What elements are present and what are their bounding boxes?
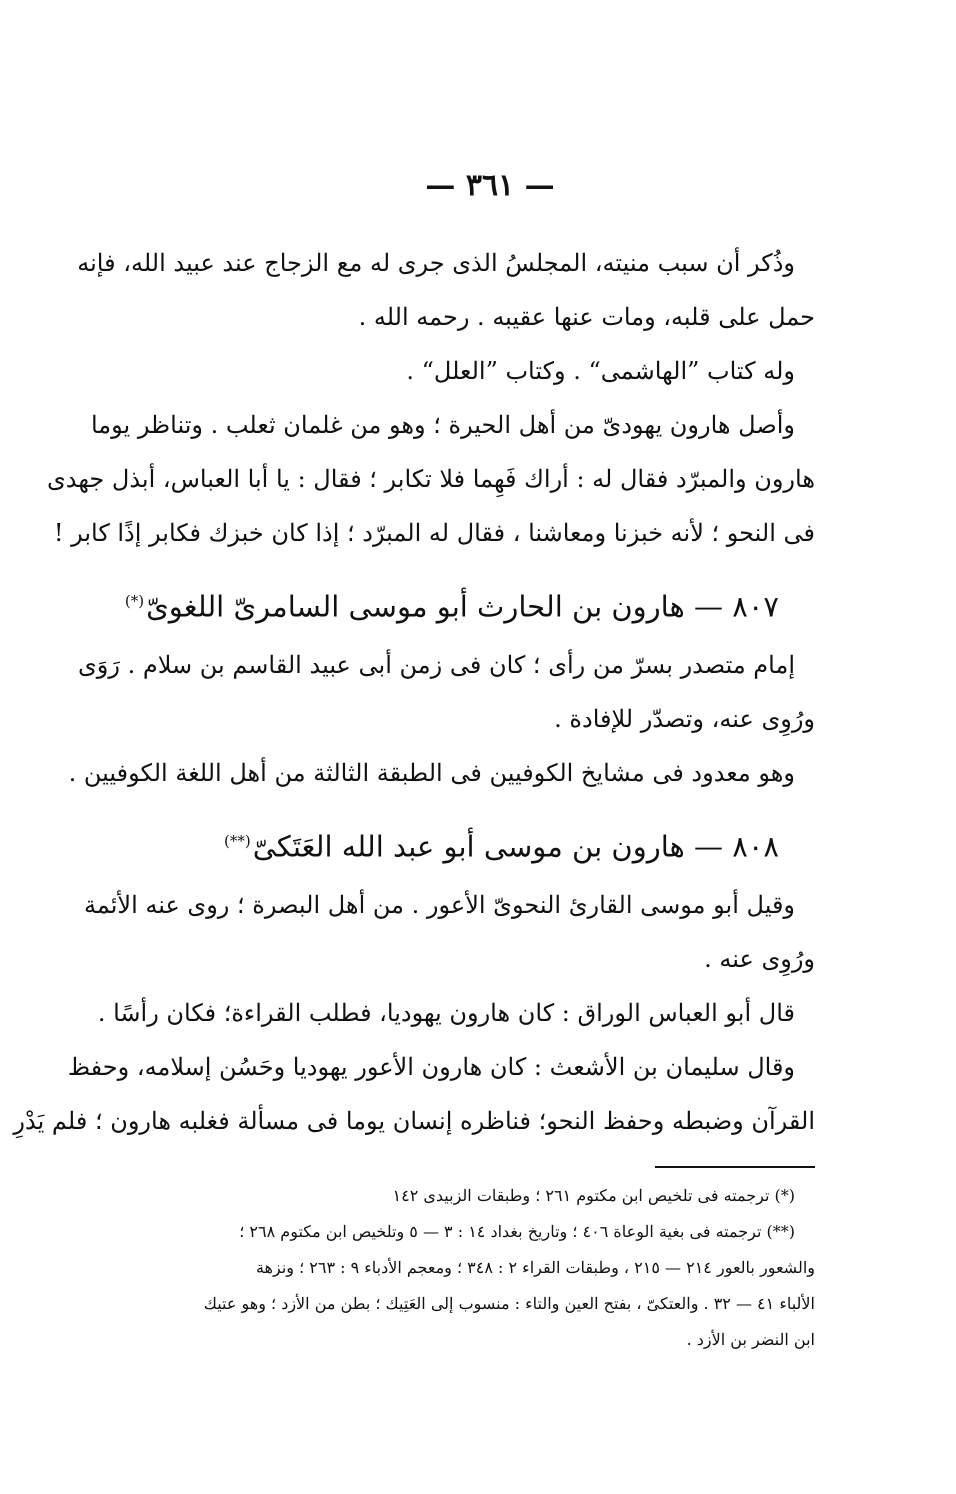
footnote-1: (*) ترجمته فى تلخيص ابن مكتوم ٢٦١ ؛ وطبقات الزبيدى ١٤٢ [392, 1186, 795, 1205]
text-line: هارون والمبرّد فقال له : أراك فَهِما فلا تكابر ؛ فقال : يا أبا العباس، أبذل جهدى [46, 465, 815, 493]
text-line: قال أبو العباس الوراق : كان هارون يهوديا، فطلب القراءة؛ فكان رأسًا . [97, 999, 795, 1027]
text-line: حمل على قلبه، ومات عنها عقيبه . رحمه الله . [358, 303, 815, 331]
footnote-divider [655, 1166, 815, 1168]
text-line: القرآن وضبطه وحفظ النحو؛ فناظره إنسان يوما فى مسألة فغلبه هارون ؛ فلم يَدْرِ [13, 1107, 815, 1135]
text-line: وهو معدود فى مشايخ الكوفيين فى الطبقة الثالثة من أهل اللغة الكوفيين . [68, 759, 795, 787]
footnotes [165, 1178, 815, 1358]
books-line: وله كتاب ”الهاشمى“ . وكتاب ”العلل“ . [406, 357, 795, 385]
entry-808-title: ٨٠٨ — هارون بن موسى أبو عبد الله العَتَكىّ [252, 829, 779, 864]
page-number: — ٣٦١ — [425, 168, 555, 203]
text-line: وذُكر أن سبب منيته، المجلسُ الذى جرى له مع الزجاج عند عبيد الله، فإنه [77, 249, 795, 277]
entry-808-body [13, 878, 815, 1148]
text-line: وقيل أبو موسى القارئ النحوىّ الأعور . من أهل البصرة ؛ روى عنه الأئمة [83, 891, 795, 919]
text-line: ورُوِى عنه . [704, 945, 815, 973]
footnote-2-line: ابن النضر بن الأزد . [686, 1330, 815, 1349]
entry-807-body [68, 638, 815, 800]
text-line: وأصل هارون يهودىّ من أهل الحيرة ؛ وهو من غلمان ثعلب . وتناظر يوما [90, 411, 795, 439]
footnote-mark: (*) [124, 592, 145, 610]
text-line: إمام متصدر بسرّ من رأى ؛ كان فى زمن أبى عبيد القاسم بن سلام . رَوَى [77, 651, 795, 679]
footnote-2-line: الألباء ٤١ — ٣٢ . والعتكىّ ، بفتح العين والتاء : منسوب إلى العَتِيك ؛ بطن من الأزد ؛ وهو عتيك [203, 1294, 815, 1313]
entry-808-heading [165, 808, 815, 874]
book-page [13, 160, 815, 1358]
intro-paragraph [46, 236, 815, 560]
footnote-2-line: والشعور بالعور ٢١٤ — ٢١٥ ، وطبقات القراء ٢ : ٣٤٨ ؛ ومعجم الأدباء ٩ : ٢٦٣ ؛ ونزهة [255, 1258, 815, 1277]
text-line: وقال سليمان بن الأشعث : كان هارون الأعور يهوديا وحَسُن إسلامه، وحفظ [67, 1053, 795, 1081]
footnote-mark: (**) [223, 832, 251, 850]
text-line: ورُوِى عنه، وتصدّر للإفادة . [554, 705, 815, 733]
entry-807-heading [124, 568, 815, 634]
text-line: فى النحو ؛ لأنه خبزنا ومعاشنا ، فقال له المبرّد ؛ إذا كان خبزك فكابر إذًا كابر ! [53, 519, 815, 547]
footnote-2-line: (**) ترجمته فى بغية الوعاة ٤٠٦ ؛ وتاريخ بغداد ١٤ : ٣ — ٥ وتلخيص ابن مكتوم ٢٦٨ ؛ [239, 1222, 795, 1241]
entry-807-title: ٨٠٧ — هارون بن الحارث أبو موسى السامرىّ اللغوىّ [146, 589, 779, 624]
